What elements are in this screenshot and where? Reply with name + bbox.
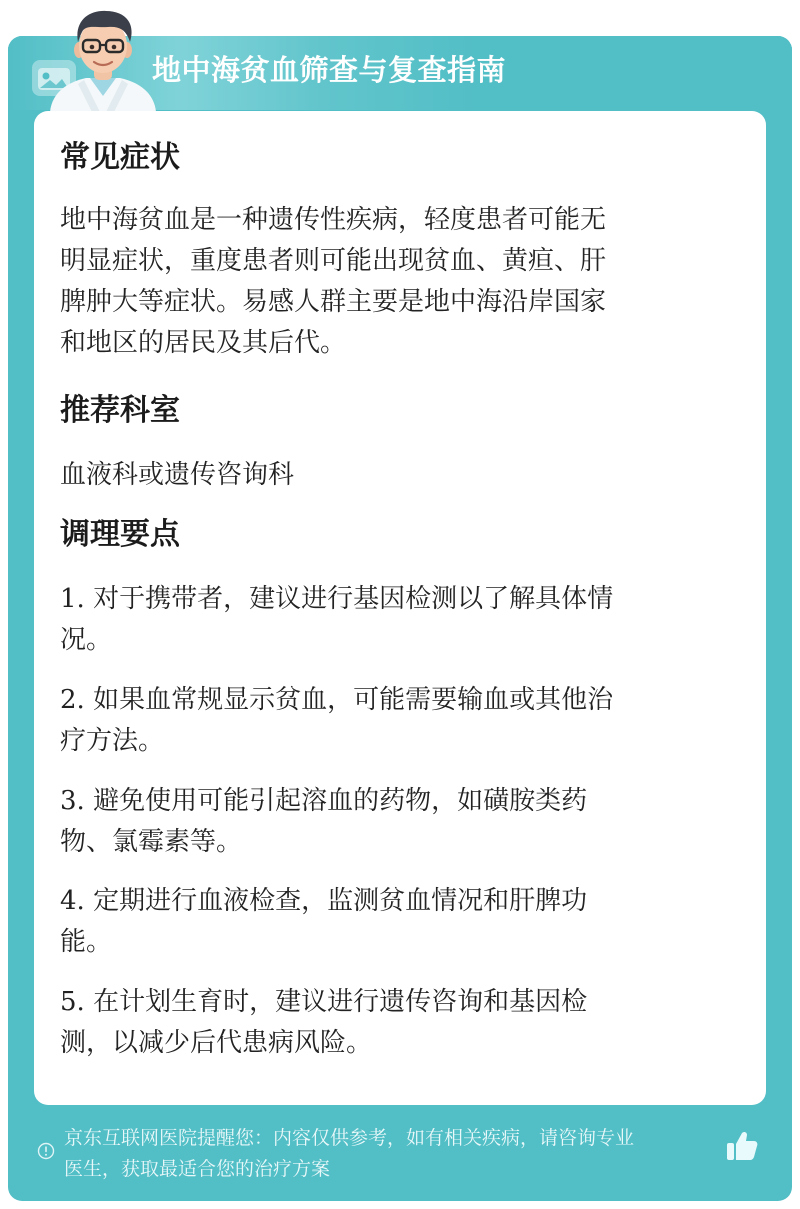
- page-title: 地中海贫血筛查与复查指南: [152, 53, 507, 87]
- care-item-number: 4.: [60, 886, 85, 916]
- care-heading: 调理要点: [60, 517, 180, 552]
- care-item: [60, 579, 726, 661]
- care-item-line: 避免使用可能引起溶血的药物，如磺胺类药: [93, 786, 588, 816]
- care-item-line: 疗方法。: [60, 726, 165, 756]
- care-item-line: 况。: [60, 625, 113, 655]
- care-item-number: 5.: [60, 987, 85, 1017]
- care-item: [60, 680, 726, 762]
- care-item-line: 物、氯霉素等。: [60, 827, 243, 857]
- care-item-number: 3.: [60, 786, 85, 816]
- care-item-number: 2.: [60, 685, 85, 715]
- symptoms-line: 地中海贫血是一种遗传性疾病，轻度患者可能无: [60, 205, 607, 235]
- info-icon: [37, 1142, 55, 1160]
- care-item-line: 对于携带者，建议进行基因检测以了解具体情: [93, 584, 614, 614]
- care-item-line: 测，以减少后代患病风险。: [60, 1028, 373, 1058]
- department-heading: 推荐科室: [60, 393, 180, 428]
- department-paragraph: [60, 455, 726, 496]
- department-text: 血液科或遗传咨询科: [60, 460, 295, 490]
- disclaimer: [64, 1123, 728, 1185]
- symptoms-heading: 常见症状: [60, 140, 180, 175]
- care-item-line: 能。: [60, 927, 113, 957]
- symptoms-line: 脾肿大等症状。易感人群主要是地中海沿岸国家: [60, 287, 607, 317]
- symptoms-line: 和地区的居民及其后代。: [60, 328, 347, 358]
- care-item-number: 1.: [60, 584, 85, 614]
- doctor-avatar-icon: [44, 6, 162, 112]
- symptoms-line: 明显症状，重度患者则可能出现贫血、黄疸、肝: [60, 246, 607, 276]
- thumbs-up-icon[interactable]: [724, 1128, 760, 1164]
- care-item-line: 在计划生育时，建议进行遗传咨询和基因检: [93, 987, 588, 1017]
- symptoms-paragraph: [60, 200, 726, 364]
- care-item-line: 如果血常规显示贫血，可能需要输血或其他治: [93, 685, 614, 715]
- care-item: [60, 781, 726, 863]
- disclaimer-line: 京东互联网医院提醒您：内容仅供参考，如有相关疾病，请咨询专业: [64, 1127, 635, 1149]
- disclaimer-line: 医生，获取最适合您的治疗方案: [64, 1158, 331, 1180]
- care-item: [60, 881, 726, 963]
- care-item: [60, 982, 726, 1064]
- care-item-line: 定期进行血液检查，监测贫血情况和肝脾功: [93, 886, 588, 916]
